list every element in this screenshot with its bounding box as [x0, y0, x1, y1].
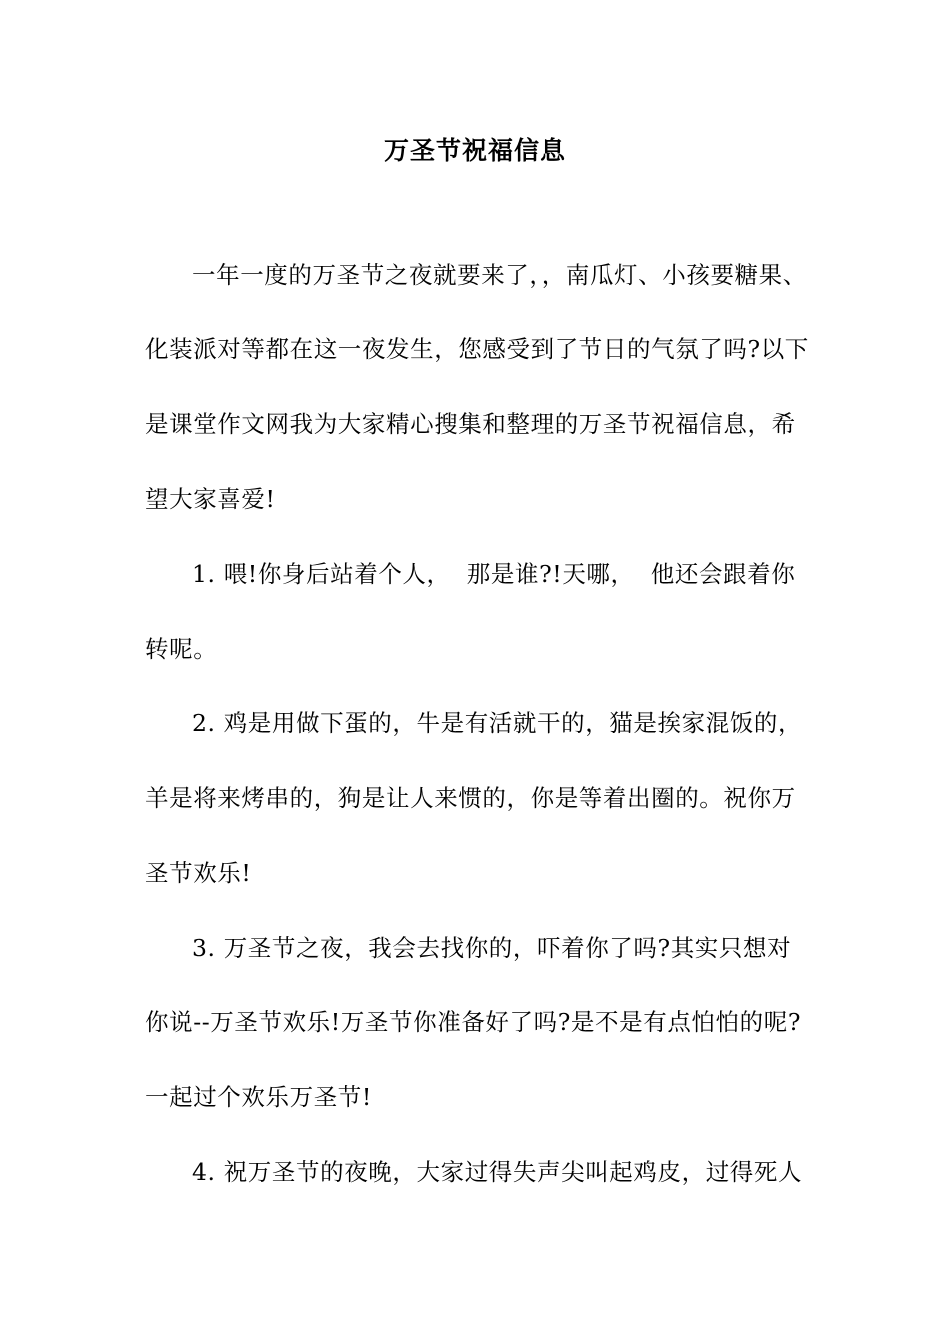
paragraph-line: 1. 喂!你身后站着个人， 那是谁?!天哪， 他还会跟着你 [192, 560, 796, 588]
paragraph-line: 你说--万圣节欢乐!万圣节你准备好了吗?是不是有点怕怕的呢? [145, 1008, 802, 1036]
paragraph-line: 转呢。 [145, 635, 218, 663]
paragraph-line: 羊是将来烤串的，狗是让人来惯的，你是等着出圈的。祝你万 [145, 784, 796, 812]
paragraph-line: 化装派对等都在这一夜发生，您感受到了节日的气氛了吗?以下 [145, 335, 809, 363]
paragraph-line: 望大家喜爱! [145, 485, 276, 513]
paragraph-line: 3. 万圣节之夜，我会去找你的，吓着你了吗?其实只想对 [192, 934, 792, 962]
paragraph-line: 是课堂作文网我为大家精心搜集和整理的万圣节祝福信息，希 [145, 410, 796, 438]
paragraph-line: 2. 鸡是用做下蛋的，牛是有活就干的，猫是挨家混饭的， [192, 709, 803, 737]
paragraph-line: 圣节欢乐! [145, 859, 252, 887]
paragraph-line: 4. 祝万圣节的夜晚，大家过得失声尖叫起鸡皮，过得死人 [192, 1158, 803, 1186]
document-title: 万圣节祝福信息 [383, 136, 566, 165]
paragraph-line: 一年一度的万圣节之夜就要来了，，南瓜灯、小孩要糖果、 [192, 261, 807, 289]
paragraph-line: 一起过个欢乐万圣节! [145, 1083, 372, 1111]
